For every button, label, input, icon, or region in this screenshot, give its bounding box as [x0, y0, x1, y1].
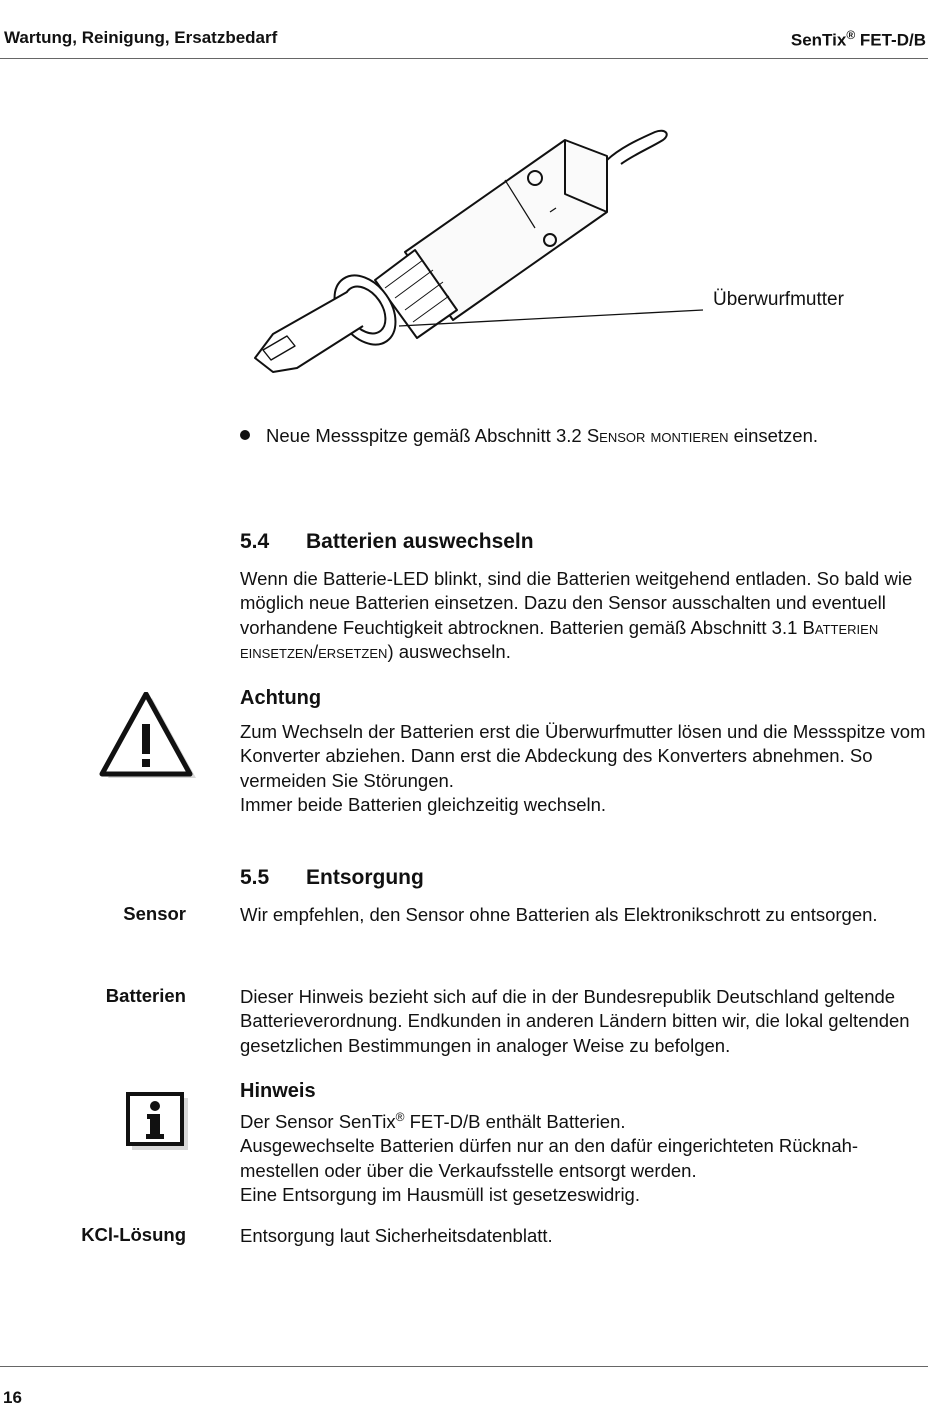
caution-line: Zum Wechseln der Batterien erst die Überwurfmutter lösen und die Messspitze vom Konverter abziehen. Dann erst die Abdeckung des Konverters abnehmen. So vermeiden Sie Störungen.: [240, 721, 926, 791]
battery-paragraph-text: Wenn die Batterie-LED blinkt, sind die Batterien weitgehend entladen. So bald wie möglich neue Batterien einsetzen. Dazu den Sensor ausschalten und eventuell vorhandene Feuchtigkeit abtrocknen. Batterien gemäß Abschnitt 3.1: [240, 568, 913, 638]
running-header-section: Wartung, Reinigung, Ersatzbedarf: [4, 28, 278, 47]
caution-line: Immer beide Batterien gleichzeitig wechseln.: [240, 793, 607, 815]
section-title: Batterien auswechseln: [306, 530, 534, 553]
footer-rule: [0, 1366, 928, 1367]
note-line: Eine Entsorgung im Hausmüll ist gesetzeswidrig.: [240, 1184, 640, 1206]
battery-disposal-text: Dieser Hinweis bezieht sich auf die in der Bundesrepublik Deutschland geltende Batterieverordnung. Endkunden in anderen Ländern bitten wir, die lokal geltenden gesetzlichen Bestimmungen in analoger Weise zu befolgen.: [240, 986, 910, 1056]
running-header-product: [791, 28, 926, 51]
side-label-kcl: KCl-Lösung: [81, 1224, 186, 1245]
section-number: 5.4: [240, 530, 270, 553]
section-title: Entsorgung: [306, 866, 424, 889]
caution-text: [240, 720, 930, 817]
section-heading-5-4: [240, 530, 534, 554]
caution-title: Achtung: [240, 687, 322, 709]
page-number: 16: [3, 1388, 22, 1407]
battery-paragraph: [240, 567, 930, 664]
registered-mark: ®: [395, 1110, 405, 1124]
registered-mark: ®: [846, 28, 856, 42]
info-icon: [126, 1092, 188, 1150]
note-line: Ausgewechselte Batterien dürfen nur an den dafür eingerichteten Rücknah-mestellen oder über die Verkaufsstelle entsorgt werden.: [240, 1135, 859, 1181]
section-number: 5.5: [240, 866, 270, 889]
sensor-disposal-text: Wir empfehlen, den Sensor ohne Batterien als Elektronikschrott zu entsorgen.: [240, 904, 878, 925]
figure-label-union-nut: Überwurfmutter: [713, 289, 844, 310]
header-rule: [0, 58, 928, 59]
side-label-sensor: Sensor: [123, 903, 186, 924]
warning-icon: [98, 692, 198, 784]
model-name: FET-D/B: [855, 30, 926, 50]
sensor-illustration: [235, 120, 875, 390]
section-heading-5-5: [240, 866, 424, 890]
note-line: [240, 1105, 930, 1134]
battery-paragraph-end: ) auswechseln.: [387, 640, 511, 662]
note-line-text: FET-D/B enthält Batterien.: [404, 1111, 626, 1133]
note-title: Hinweis: [240, 1080, 316, 1102]
bullet-item: [240, 424, 818, 448]
battery-reference: Batterien einsetzen/ersetzen: [240, 616, 879, 662]
note-line-text: Der Sensor SenTix: [240, 1111, 396, 1133]
bullet-reference: Sensor montieren: [586, 425, 729, 446]
note-text: [240, 1105, 930, 1207]
bullet-text: Neue Messspitze gemäß Abschnitt 3.2: [266, 425, 587, 446]
bullet-icon: [240, 430, 250, 440]
brand-name: SenTix: [790, 30, 847, 50]
side-label-batteries: Batterien: [105, 985, 186, 1006]
kcl-disposal-text: Entsorgung laut Sicherheitsdatenblatt.: [240, 1225, 553, 1246]
bullet-text-end: einsetzen.: [728, 425, 819, 446]
